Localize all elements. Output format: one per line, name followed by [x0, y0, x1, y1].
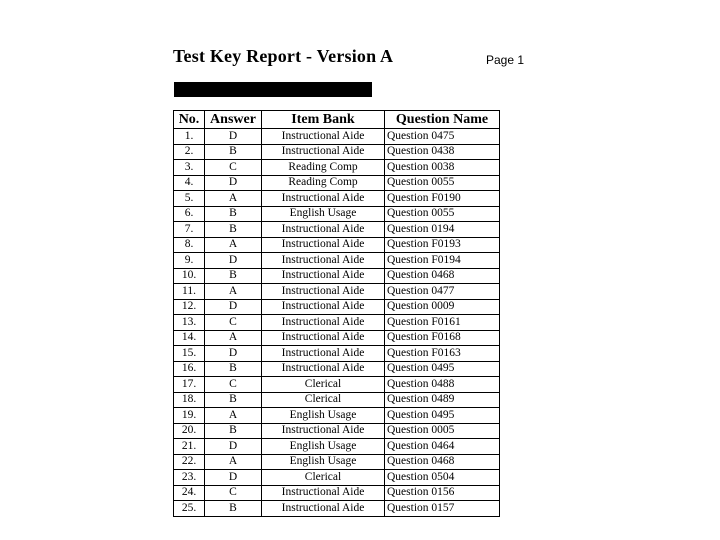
cell-answer: A [205, 191, 262, 207]
cell-item-bank: Clerical [262, 392, 385, 408]
cell-item-bank: Instructional Aide [262, 253, 385, 269]
cell-item-bank: Instructional Aide [262, 268, 385, 284]
cell-item-bank: English Usage [262, 454, 385, 470]
table-row [174, 330, 500, 346]
cell-no: 5. [174, 191, 205, 207]
table-row [174, 222, 500, 238]
cell-question-name: Question 0495 [385, 361, 500, 377]
cell-answer: A [205, 237, 262, 253]
cell-no: 24. [174, 485, 205, 501]
table-row [174, 160, 500, 176]
table-row [174, 470, 500, 486]
cell-no: 17. [174, 377, 205, 393]
cell-question-name: Question F0194 [385, 253, 500, 269]
cell-item-bank: Reading Comp [262, 175, 385, 191]
cell-item-bank: Clerical [262, 377, 385, 393]
table-row [174, 206, 500, 222]
cell-answer: A [205, 330, 262, 346]
cell-item-bank: Reading Comp [262, 160, 385, 176]
cell-question-name: Question 0468 [385, 454, 500, 470]
cell-item-bank: Instructional Aide [262, 144, 385, 160]
header-no: No. [174, 111, 205, 129]
table-row [174, 129, 500, 145]
cell-answer: D [205, 299, 262, 315]
cell-no: 14. [174, 330, 205, 346]
cell-item-bank: Instructional Aide [262, 299, 385, 315]
cell-question-name: Question 0005 [385, 423, 500, 439]
cell-answer: B [205, 222, 262, 238]
table-row [174, 408, 500, 424]
test-key-table [173, 110, 500, 517]
cell-item-bank: Instructional Aide [262, 284, 385, 300]
table-row [174, 315, 500, 331]
cell-question-name: Question 0055 [385, 206, 500, 222]
cell-question-name: Question 0438 [385, 144, 500, 160]
table-header-row [174, 111, 500, 129]
cell-no: 13. [174, 315, 205, 331]
table-row [174, 284, 500, 300]
cell-item-bank: Instructional Aide [262, 315, 385, 331]
cell-no: 3. [174, 160, 205, 176]
cell-question-name: Question 0504 [385, 470, 500, 486]
cell-answer: B [205, 268, 262, 284]
cell-answer: D [205, 470, 262, 486]
cell-no: 7. [174, 222, 205, 238]
table-row [174, 454, 500, 470]
cell-question-name: Question 0477 [385, 284, 500, 300]
cell-question-name: Question F0190 [385, 191, 500, 207]
page-number: Page 1 [486, 53, 525, 67]
cell-no: 16. [174, 361, 205, 377]
cell-item-bank: English Usage [262, 439, 385, 455]
cell-item-bank: Instructional Aide [262, 423, 385, 439]
header-question-name: Question Name [385, 111, 500, 129]
cell-no: 2. [174, 144, 205, 160]
cell-question-name: Question 0038 [385, 160, 500, 176]
cell-no: 1. [174, 129, 205, 145]
cell-question-name: Question 0009 [385, 299, 500, 315]
cell-answer: C [205, 485, 262, 501]
table-row [174, 501, 500, 517]
cell-answer: B [205, 392, 262, 408]
cell-item-bank: Instructional Aide [262, 222, 385, 238]
cell-no: 22. [174, 454, 205, 470]
table-row [174, 439, 500, 455]
cell-question-name: Question 0055 [385, 175, 500, 191]
cell-answer: B [205, 501, 262, 517]
cell-question-name: Question F0161 [385, 315, 500, 331]
table-row [174, 346, 500, 362]
cell-no: 11. [174, 284, 205, 300]
table-row [174, 175, 500, 191]
cell-no: 12. [174, 299, 205, 315]
cell-no: 25. [174, 501, 205, 517]
cell-no: 9. [174, 253, 205, 269]
cell-answer: A [205, 284, 262, 300]
cell-answer: A [205, 454, 262, 470]
table-row [174, 144, 500, 160]
cell-question-name: Question F0168 [385, 330, 500, 346]
table-row [174, 377, 500, 393]
cell-item-bank: Instructional Aide [262, 237, 385, 253]
header-item-bank: Item Bank [262, 111, 385, 129]
cell-question-name: Question 0464 [385, 439, 500, 455]
cell-answer: B [205, 206, 262, 222]
cell-answer: B [205, 144, 262, 160]
table-row [174, 299, 500, 315]
cell-answer: B [205, 361, 262, 377]
cell-item-bank: Instructional Aide [262, 501, 385, 517]
cell-no: 4. [174, 175, 205, 191]
cell-question-name: Question 0156 [385, 485, 500, 501]
cell-answer: C [205, 160, 262, 176]
cell-no: 15. [174, 346, 205, 362]
cell-item-bank: Instructional Aide [262, 330, 385, 346]
cell-question-name: Question 0194 [385, 222, 500, 238]
cell-question-name: Question 0157 [385, 501, 500, 517]
cell-item-bank: English Usage [262, 408, 385, 424]
cell-no: 18. [174, 392, 205, 408]
table-row [174, 253, 500, 269]
cell-question-name: Question F0193 [385, 237, 500, 253]
table-row [174, 268, 500, 284]
cell-no: 19. [174, 408, 205, 424]
cell-item-bank: Instructional Aide [262, 129, 385, 145]
cell-no: 21. [174, 439, 205, 455]
redacted-name-bar [174, 82, 372, 97]
cell-no: 10. [174, 268, 205, 284]
cell-question-name: Question 0475 [385, 129, 500, 145]
table-row [174, 423, 500, 439]
cell-answer: D [205, 439, 262, 455]
cell-item-bank: Instructional Aide [262, 361, 385, 377]
cell-no: 23. [174, 470, 205, 486]
cell-no: 8. [174, 237, 205, 253]
cell-answer: A [205, 408, 262, 424]
cell-answer: D [205, 253, 262, 269]
cell-answer: B [205, 423, 262, 439]
cell-item-bank: Instructional Aide [262, 191, 385, 207]
cell-question-name: Question F0163 [385, 346, 500, 362]
table-row [174, 485, 500, 501]
cell-question-name: Question 0495 [385, 408, 500, 424]
table-row [174, 392, 500, 408]
cell-no: 6. [174, 206, 205, 222]
cell-question-name: Question 0488 [385, 377, 500, 393]
cell-no: 20. [174, 423, 205, 439]
cell-answer: D [205, 175, 262, 191]
cell-item-bank: Instructional Aide [262, 346, 385, 362]
table-row [174, 191, 500, 207]
cell-answer: D [205, 129, 262, 145]
cell-answer: C [205, 315, 262, 331]
report-title: Test Key Report - Version A [173, 46, 394, 66]
cell-item-bank: English Usage [262, 206, 385, 222]
cell-question-name: Question 0489 [385, 392, 500, 408]
cell-answer: D [205, 346, 262, 362]
cell-answer: C [205, 377, 262, 393]
cell-question-name: Question 0468 [385, 268, 500, 284]
cell-item-bank: Instructional Aide [262, 485, 385, 501]
table-row [174, 361, 500, 377]
cell-item-bank: Clerical [262, 470, 385, 486]
table-row [174, 237, 500, 253]
header-answer: Answer [205, 111, 262, 129]
